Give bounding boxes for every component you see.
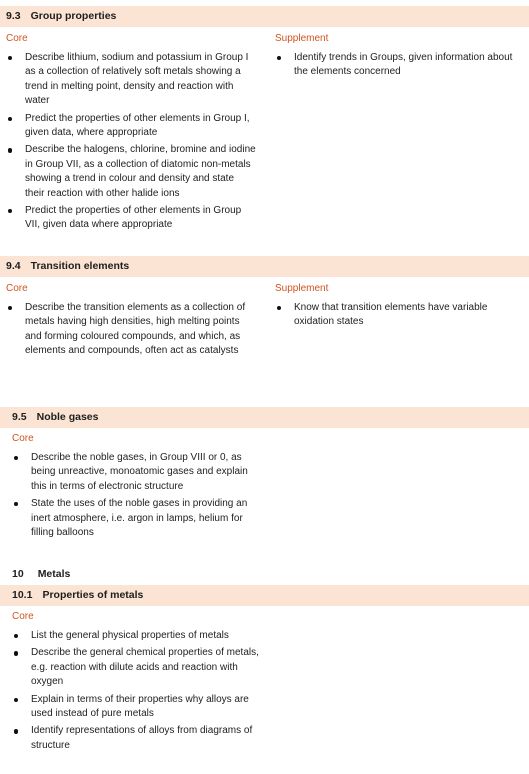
list-item: List the general physical properties of metals [12, 629, 262, 643]
core-label: Core [6, 283, 28, 294]
section-header-9-3 [0, 6, 529, 27]
list-item: State the uses of the noble gases in providing an inert atmosphere, i.e. argon in lamps, helium for filling balloons [12, 497, 262, 540]
section-number: 9.3 [6, 10, 21, 22]
list-item: Predict the properties of other elements in Group VII, given data where appropriate [6, 204, 256, 233]
chapter-number: 10 [12, 568, 24, 580]
section-title: Noble gases [36, 411, 99, 423]
list-item: Describe the general chemical properties of metals, e.g. reaction with dilute acids and reaction with oxygen [12, 646, 262, 689]
core-list [12, 451, 262, 543]
supplement-label: Supplement [275, 283, 329, 294]
supplement-list [275, 301, 515, 333]
list-item: Describe the transition elements as a collection of metals having high densities, high melting points and forming coloured compounds, and which, as elements and compounds, often act as catalysts [6, 301, 256, 359]
list-item: Identify representations of alloys from diagrams of structure [12, 724, 262, 753]
section-number: 10.1 [12, 589, 33, 601]
section-header-10-1 [0, 585, 529, 606]
core-list [6, 51, 256, 236]
section-number: 9.5 [12, 411, 27, 423]
supplement-label: Supplement [275, 33, 329, 44]
chapter-heading [12, 567, 70, 581]
chapter-title: Metals [37, 568, 71, 580]
list-item: Describe the halogens, chlorine, bromine and iodine in Group VII, as a collection of diatomic non-metals showing a trend in colour and density and state their reaction with other halide ions [6, 143, 256, 201]
core-label: Core [6, 33, 28, 44]
section-header-9-5 [0, 407, 529, 428]
list-item: Know that transition elements have variable oxidation states [275, 301, 515, 330]
list-item: Describe the noble gases, in Group VIII or 0, as being unreactive, monoatomic gases and explain this in terms of electronic structure [12, 451, 262, 494]
list-item: Identify trends in Groups, given information about the elements concerned [275, 51, 515, 80]
section-number: 9.4 [6, 260, 21, 272]
section-title: Transition elements [30, 260, 130, 272]
core-list [12, 629, 262, 756]
list-item: Describe lithium, sodium and potassium in Group I as a collection of relatively soft metals showing a trend in melting point, density and reaction with water [6, 51, 256, 109]
list-item: Explain in terms of their properties why alloys are used instead of pure metals [12, 693, 262, 722]
section-title: Group properties [30, 10, 117, 22]
core-label: Core [12, 433, 34, 444]
core-label: Core [12, 611, 34, 622]
section-header-9-4 [0, 256, 529, 277]
core-list [6, 301, 256, 362]
supplement-list [275, 51, 515, 83]
section-title: Properties of metals [42, 589, 144, 601]
list-item: Predict the properties of other elements in Group I, given data, where appropriate [6, 112, 256, 141]
